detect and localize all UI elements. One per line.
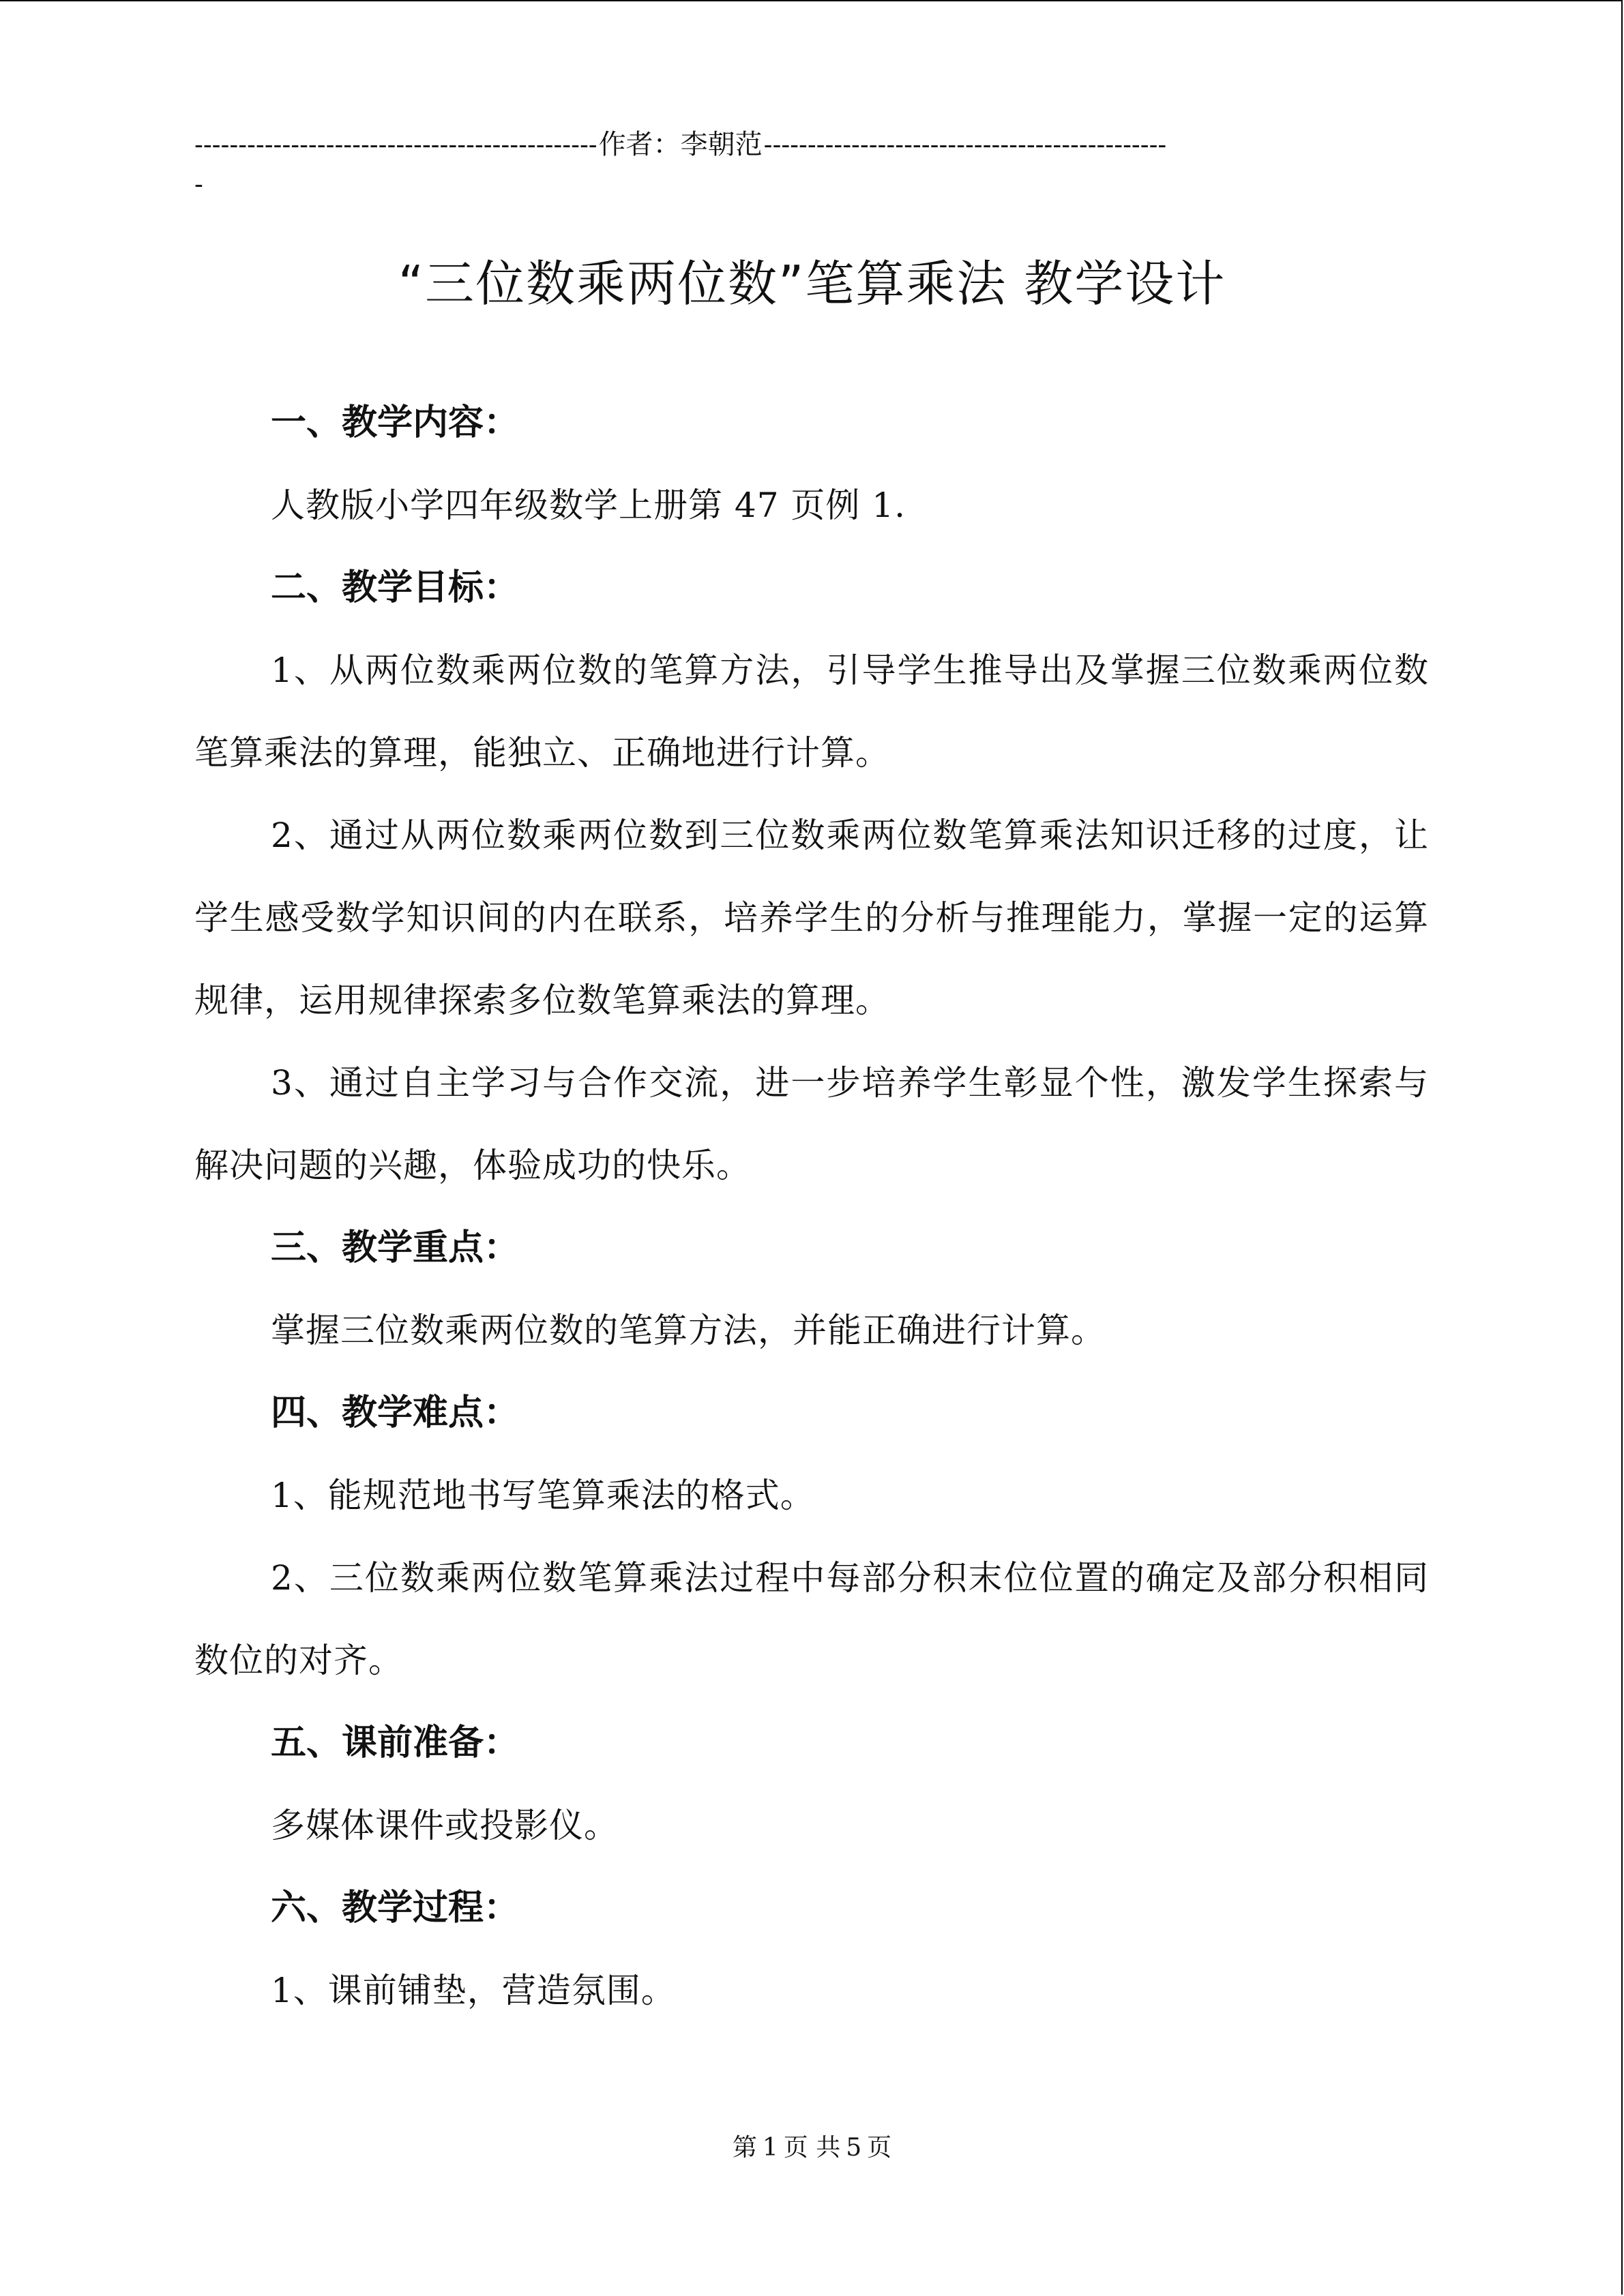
document-title: “三位数乘两位数”笔算乘法 教学设计 <box>398 255 1226 313</box>
section-heading-process: 六、教学过程： <box>271 1888 520 1928</box>
header-dashes-left: ---------------------------------------------- <box>194 129 597 160</box>
paragraph-content: 人教版小学四年级数学上册第 47 页例 1. <box>271 486 906 525</box>
page-header <box>194 121 1429 165</box>
section-heading-goals: 二、教学目标： <box>271 567 520 608</box>
paragraph-goal-1: 1、从两位数乘两位数的笔算方法，引导学生推导出及掌握三位数乘两位数笔算乘法的算理，能独立、正确地进行计算。 <box>194 651 1429 773</box>
page-footer <box>0 2128 1624 2168</box>
paragraph-key-points: 掌握三位数乘两位数的笔算方法，并能正确进行计算。 <box>271 1311 1106 1350</box>
section-heading-key-points: 三、教学重点： <box>271 1227 520 1268</box>
paragraph-preparation: 多媒体课件或投影仪。 <box>271 1806 619 1845</box>
footer-prefix: 第 <box>732 2134 757 2162</box>
paragraph-goal-2: 2、通过从两位数乘两位数到三位数乘两位数笔算乘法知识迁移的过度，让学生感受数学知识间的内在联系，培养学生的分析与推理能力，掌握一定的运算规律，运用规律探索多位数笔算乘法的算理。 <box>194 816 1429 1020</box>
footer-page-number: 1 <box>762 2134 778 2162</box>
footer-suffix: 页 <box>867 2134 892 2162</box>
section-heading-difficulties: 四、教学难点： <box>271 1392 520 1433</box>
footer-total-pages: 5 <box>846 2134 862 2162</box>
footer-middle: 页 共 <box>783 2134 841 2162</box>
section-heading-preparation: 五、课前准备： <box>271 1723 520 1763</box>
header-author: 作者：李朝范 <box>598 128 763 160</box>
document-body <box>194 382 1429 2032</box>
section-heading-content: 一、教学内容： <box>271 402 520 443</box>
paragraph-difficulty-1: 1、能规范地书写笔算乘法的格式。 <box>271 1476 815 1515</box>
header-dash-tail: - <box>194 169 203 199</box>
paragraph-goal-3: 3、通过自主学习与合作交流，进一步培养学生彰显个性，激发学生探索与解决问题的兴趣，体验成功的快乐。 <box>194 1063 1429 1185</box>
paragraph-process-1: 1、课前铺垫，营造氛围。 <box>271 1971 676 2010</box>
paragraph-difficulty-2: 2、三位数乘两位数笔算乘法过程中每部分积末位位置的确定及部分积相同数位的对齐。 <box>194 1558 1429 1680</box>
header-dashes-right: ---------------------------------------------- <box>763 129 1167 160</box>
